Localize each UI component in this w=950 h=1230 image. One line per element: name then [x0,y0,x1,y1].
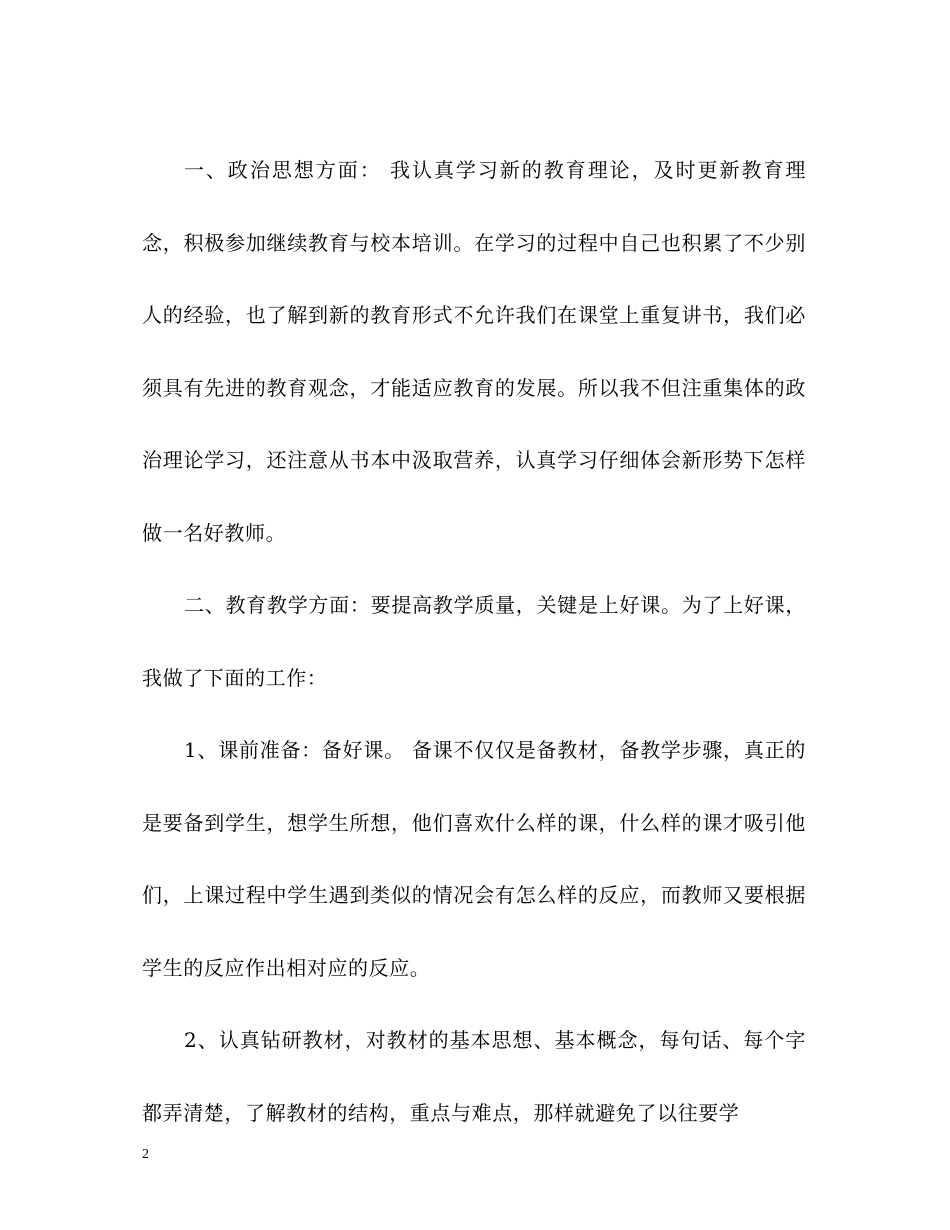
paragraph-teaching: 二、教育教学方面：要提高教学质量，关键是上好课。为了上好课，我做了下面的工作： [142,593,806,690]
document-body [142,134,806,1149]
page-number: 2 [142,1147,149,1162]
paragraph-study-materials: 2、认真钻研教材，对教材的基本思想、基本概念，每句话、每个字都弄清楚，了解教材的结构，重点与难点，那样就避免了以往要学 [142,1028,806,1125]
paragraph-political-thought: 一、政治思想方面： 我认真学习新的教育理论，及时更新教育理念，积极参加继续教育与校本培训。在学习的过程中自己也积累了不少别人的经验，也了解到新的教育形式不允许我们在课堂上重复讲书，我们必须具有先进的教育观念，才能适应教育的发展。所以我不但注重集体的政治理论学习，还注意从书本中汲取营养，认真学习仔细体会新形势下怎样做一名好教师。 [142,158,806,545]
paragraph-lesson-prep: 1、课前准备：备好课。 备课不仅仅是备教材，备教学步骤，真正的是要备到学生，想学生所想，他们喜欢什么样的课，什么样的课才吸引他们，上课过程中学生遇到类似的情况会有怎么样的反应，而教师又要根据学生的反应作出相对应的反应。 [142,738,806,980]
